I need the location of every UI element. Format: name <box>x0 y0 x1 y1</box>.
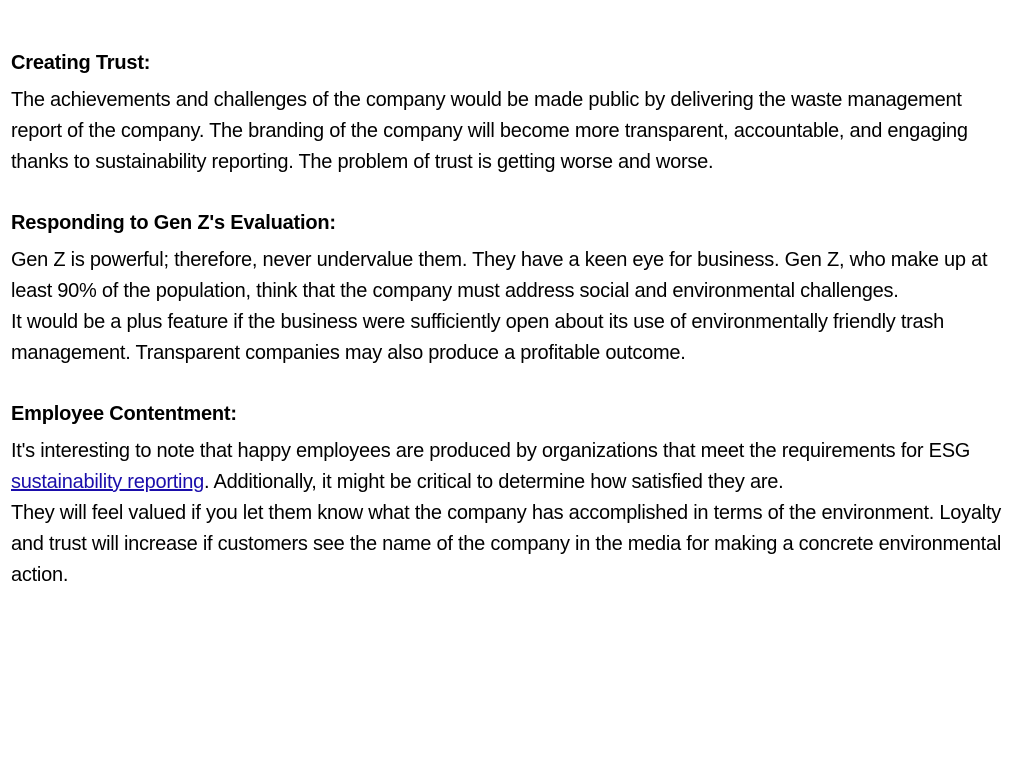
paragraph-creating-trust: The achievements and challenges of the company would be made public by delivering the waste management report of the company. The branding of the company will become more transparent, accountable, and engaging thanks to sustainability reporting. The problem of trust is getting worse and worse. <box>11 89 968 173</box>
sustainability-reporting-link[interactable]: sustainability reporting <box>11 471 204 493</box>
section-heading-employee-contentment: Employee Contentment: <box>11 403 237 425</box>
spacer <box>11 178 1014 208</box>
document-content <box>11 48 1014 591</box>
spacer <box>11 369 1014 399</box>
paragraph-gen-z-2: It would be a plus feature if the business were sufficiently open about its use of environmentally friendly trash management. Transparent companies may also produce a profitable outcome. <box>11 311 945 364</box>
paragraph-gen-z-1: Gen Z is powerful; therefore, never undervalue them. They have a keen eye for business. Gen Z, who make up at least 90% of the population, think that the company must address social and environmental challenges. <box>11 249 988 302</box>
section-heading-creating-trust: Creating Trust: <box>11 52 151 74</box>
paragraph-text-before-link: It's interesting to note that happy employees are produced by organizations that meet the requirements for ESG <box>11 440 971 462</box>
paragraph-text-after-link: . Additionally, it might be critical to determine how satisfied they are. <box>204 471 784 493</box>
paragraph-employee-2: They will feel valued if you let them know what the company has accomplished in terms of the environment. Loyalty and trust will increase if customers see the name of the company in the media for making a concrete environmental action. <box>11 502 1002 586</box>
paragraph-employee-1 <box>11 436 1014 498</box>
section-heading-gen-z: Responding to Gen Z's Evaluation: <box>11 212 336 234</box>
